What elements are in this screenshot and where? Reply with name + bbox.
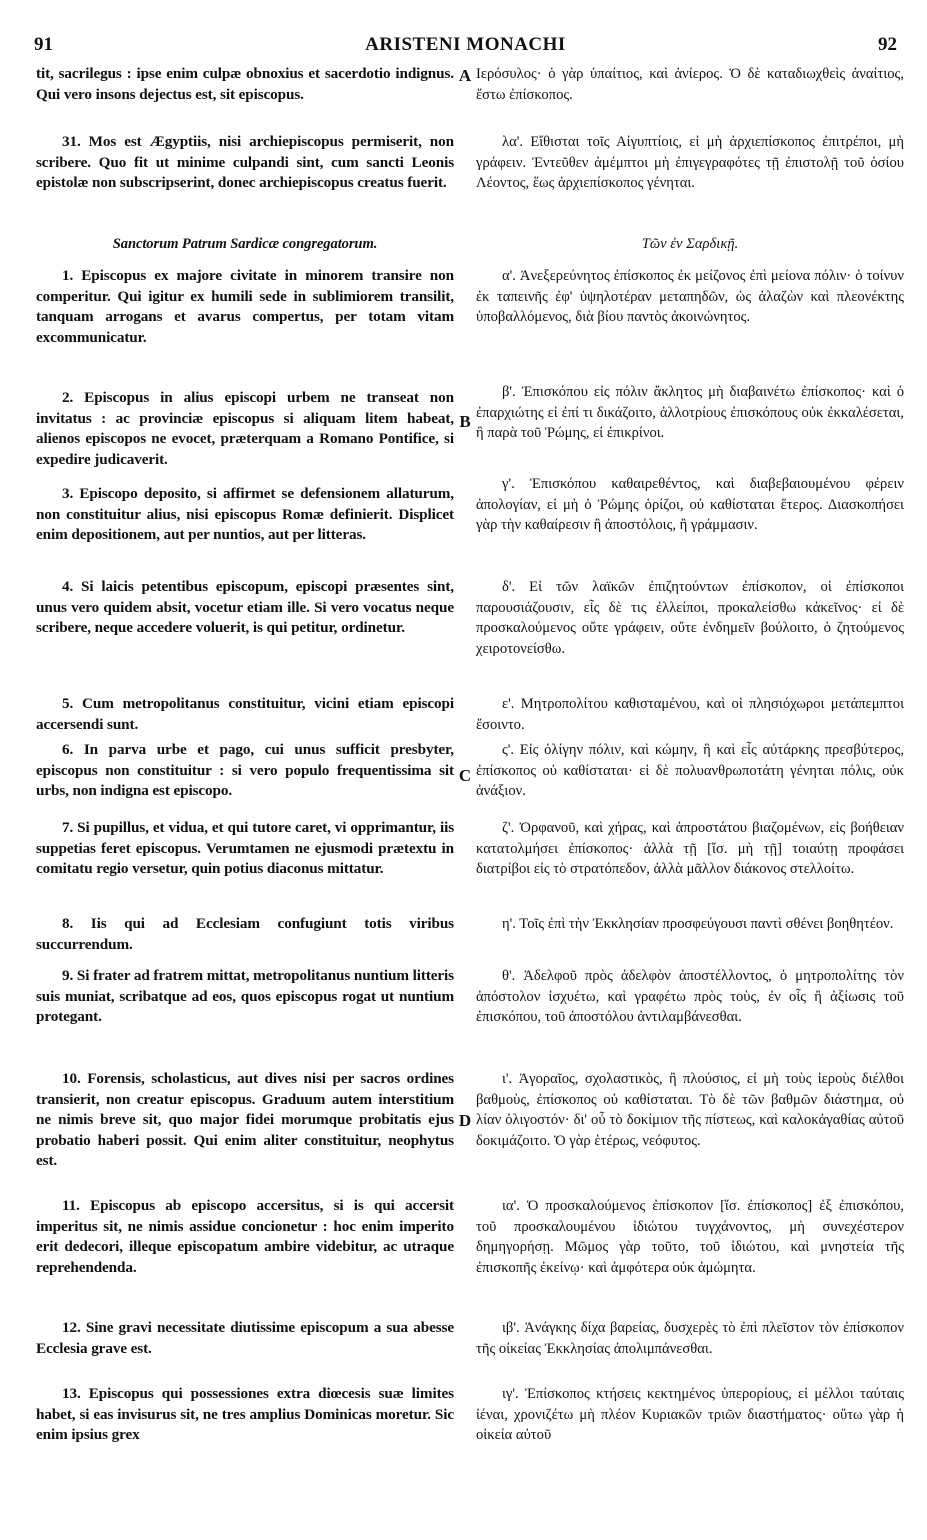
greek-paragraph: ιγ'. Ἐπίσκοπος κτήσεις κεκτημένος ὑπερορίους, εἰ μέλλοι ταύταις ἰέναι, χρονιζέτω μὴ πλέον Κυριακῶν τριῶν διαστήματος· οὕτω γὰρ ἡ οἰκεία αὐτοῦ bbox=[476, 1386, 904, 1444]
greek-paragraph: ζ'. Ὀρφανοῦ, καὶ χήρας, καὶ ἀπροστάτου βιαζομένων, εἰς βοήθειαν κατατολμήσει ἐπίσκοπος· ἀλλὰ τῇ [ἴσ. μὴ τῇ] τοιαύτῃ προφάσει διατρίβοι εἰς τὸ στρατόπεδον, ἀλλὰ μᾶλλον διάκονος στελλοίτω. bbox=[476, 820, 904, 878]
latin-paragraph: 6. In parva urbe et pago, cui unus sufficit presbyter, episcopus non constituitur : si vero populo frequentissima sit urbs, non indigna est episcopo. bbox=[36, 741, 454, 800]
latin-paragraph: 13. Episcopus qui possessiones extra diœcesis suæ limites habet, si eas invisurus sit, ne tres amplius Dominicas moretur. Sic enim ipsius grex bbox=[36, 1385, 454, 1444]
latin-paragraph: 11. Episcopus ab episcopo accersitus, si is qui accersit imperitus sit, ne nimis assidue concionetur : hoc enim imperito erit dedecori, illeque episcopatum ambire videbitur, ac utraque reprehendenda. bbox=[36, 1197, 454, 1276]
latin-paragraph: 1. Episcopus ex majore civitate in minorem transire non comperitur. Qui igitur ex humili sede in sublimiorem transilit, tanquam arrogans et avarus compertus, per totam vitam excommunicatur. bbox=[36, 267, 454, 346]
greek-paragraph: λα'. Εἴθισται τοῖς Αἰγυπτίοις, εἰ μὴ ἀρχιεπίσκοπος ἐπιτρέποι, μὴ γράφειν. Ἐντεῦθεν ἀμέμπτοι μὴ ἐπιγεγραφότες τῇ ἐπιστολῇ τοῦ ὁσίου Λέοντος, ἕως ἀρχιεπίσκοπος γένηται. bbox=[476, 134, 904, 192]
margin-marker-a: A bbox=[458, 66, 472, 85]
running-header bbox=[34, 34, 897, 58]
greek-paragraph: β'. Ἐπισκόπου εἰς πόλιν ἄκλητος μὴ διαβαινέτω ἐπίσκοπος· καὶ ὁ ἐπαρχιώτης εἰ ἐπί τι δικάζοιτο, ἀλλοτρίους ἐπισκόπους οὐκ ἐκκαλέσεται, ἢ παρὰ τοῦ Ῥώμης, εἰ ἐπικρίνοι. bbox=[476, 384, 904, 442]
latin-section-heading: Sanctorum Patrum Sardicæ congregatorum. bbox=[112, 236, 378, 252]
greek-section-heading: Τῶν ἐν Σαρδικῇ. bbox=[641, 236, 739, 252]
page-number-right: 92 bbox=[878, 34, 897, 55]
greek-paragraph: η'. Τοῖς ἐπὶ τὴν Ἐκκλησίαν προσφεύγουσι παντὶ σθένει βοηθητέον. bbox=[502, 916, 894, 932]
margin-marker-b: B bbox=[459, 412, 471, 431]
latin-paragraph: 10. Forensis, scholasticus, aut dives nisi per sacros ordines transierit, non creatur episcopus. Graduum autem interstitium ne nimis breve sit, quo major fidei morumque probitatis ejus probatio haberi possit. Qui enim aliter constituitur, neophytus est. bbox=[36, 1070, 454, 1170]
greek-paragraph: ια'. Ὁ προσκαλούμενος ἐπίσκοπον [ἴσ. ἐπίσκοπος] ἐξ ἐπισκόπου, τοῦ προσκαλουμένου ἰδιώτου τυγχάνοντος, μὴ συνεχέστερον δημηγορήσῃ. Μῶμος γὰρ τοῦτο, τοῦ ἰδιώτου, καὶ μνηστεία τῆς ἐπισκοπῆς ἐκείνῳ· καὶ ἀμφότερα οὐκ ἀμώμητα. bbox=[476, 1198, 904, 1276]
latin-paragraph: 31. Mos est Ægyptiis, nisi archiepiscopus permiserit, non scribere. Quo fit ut minime culpandi sint, cum sancti Leonis epistolæ non subscripserint, donec archiepiscopus creatus fuerit. bbox=[36, 133, 454, 192]
latin-paragraph: tit, sacrilegus : ipse enim culpæ obnoxius et sacerdotio indignus. Qui vero insons dejectus est, sit episcopus. bbox=[36, 65, 454, 103]
running-title: ARISTENI MONACHI bbox=[365, 34, 566, 55]
greek-paragraph: ι'. Ἀγοραῖος, σχολαστικὸς, ἢ πλούσιος, εἰ μὴ τοὺς ἱεροὺς διέλθοι βαθμοὺς, ἐπίσκοπος οὐ καθίσταται. Τὸ δὲ τῶν βαθμῶν διάστημα, οὐ λίαν ὀλιγοστόν· δι' οὗ τὸ δοκίμιον τῆς πίστεως, καὶ καλοκἀγαθίας αὐτοῦ δοκιμάζοιτο. Ὁ γὰρ ἑτέρως, νεόφυτος. bbox=[476, 1071, 904, 1149]
page-number-left: 91 bbox=[34, 34, 53, 55]
margin-marker-c: C bbox=[458, 766, 472, 785]
margin-marker-d: D bbox=[458, 1111, 472, 1130]
latin-paragraph: 12. Sine gravi necessitate diutissime episcopum a sua abesse Ecclesia grave est. bbox=[36, 1319, 454, 1357]
latin-paragraph: 5. Cum metropolitanus constituitur, vicini etiam episcopi accersendi sunt. bbox=[36, 695, 454, 733]
greek-paragraph: ιβ'. Ἀνάγκης δίχα βαρείας, δυσχερὲς τὸ ἐπὶ πλεῖστον τὸν ἐπίσκοπον τῆς οἰκείας Ἐκκλησίας ἀπολιμπάνεσθαι. bbox=[476, 1320, 904, 1357]
greek-paragraph: ε'. Μητροπολίτου καθισταμένου, καὶ οἱ πλησιόχωροι μετάπεμπτοι ἔσοιντο. bbox=[476, 696, 904, 733]
greek-paragraph: Ιερόσυλος· ὁ γὰρ ὑπαίτιος, καὶ ἀνίερος. Ὁ δὲ καταδιωχθεὶς ἀναίτιος, ἔστω ἐπίσκοπος. bbox=[476, 66, 904, 103]
greek-paragraph: δ'. Εἰ τῶν λαϊκῶν ἐπιζητούντων ἐπίσκοπον, οἱ ἐπίσκοποι παρουσιάζουσιν, εἷς δὲ τις ἐλλείποι, προκαλείσθω κἀκεῖνος· εἰ δὲ προσκαλούμενος οὔτε γράφειν, οὔτε ἐνδημεῖν βούλοιτο, ὁ ζητούμενος χειροτονείσθω. bbox=[476, 579, 904, 657]
greek-paragraph: θ'. Ἀδελφοῦ πρὸς ἀδελφὸν ἀποστέλλοντος, ὁ μητροπολίτης τὸν ἀπόστολον ἰσχυέτω, καὶ γραφέτω πρὸς τοὺς, ἐν οἷς ἢ ἀξίωσις τοῦ ἐπισκόπου, τοῦ ἀποστόλου ἀντιλαμβάνεσθαι. bbox=[476, 968, 904, 1026]
latin-paragraph: 9. Si frater ad fratrem mittat, metropolitanus nuntium litteris suis muniat, scribatque ad eos, quos episcopus rogat ut nuntium protegant. bbox=[36, 967, 454, 1026]
latin-paragraph: 7. Si pupillus, et vidua, et qui tutore caret, vi opprimantur, iis suppetias feret episcopus. Verumtamen ne ejusmodi prætextu in comitatu regio versetur, quin potius diaconus mittatur. bbox=[36, 819, 454, 878]
latin-paragraph: 4. Si laicis petentibus episcopum, episcopi præsentes sint, unus vero quidem absit, vocetur etiam ille. Si vero vocatus neque scribere, neque accedere voluerit, is qui petitur, ordinetur. bbox=[36, 578, 454, 637]
greek-paragraph: ς'. Εἰς ὀλίγην πόλιν, καὶ κώμην, ἣ καὶ εἷς αὐτάρκης πρεσβύτερος, ἐπίσκοπος οὐ καθίσταται· εἰ δὲ πολυανθρωποτάτη γένηται πόλις, οὐκ ἀνάξιον. bbox=[476, 742, 904, 800]
latin-paragraph: 8. Iis qui ad Ecclesiam confugiunt totis viribus succurrendum. bbox=[36, 915, 454, 953]
latin-paragraph: 2. Episcopus in alius episcopi urbem ne transeat non invitatus : ac provinciæ episcopus si aliquam litem habeat, alienos episcopos ne evocet, præterquam a Romano Pontifice, si expedire judicaverit. bbox=[36, 389, 454, 468]
greek-paragraph: γ'. Ἐπισκόπου καθαιρεθέντος, καὶ διαβεβαιουμένου φέρειν ἀπολογίαν, εἰ μὴ ὁ Ῥώμης ὁρίζοι, οὐ καθίσταται ἕτερος. Διασκοπήσει γὰρ τὴν καθαίρεσιν ἢ ἀποστόλοις, ἢ γράμμασιν. bbox=[476, 476, 904, 534]
latin-paragraph: 3. Episcopo deposito, si affirmet se defensionem allaturum, non constituitur alius, nisi episcopus Romæ definierit. Displicet enim depositionem, aut per nuntios, aut per litteras. bbox=[36, 485, 454, 544]
greek-paragraph: α'. Ἀνεξερεύνητος ἐπίσκοπος ἐκ μείζονος ἐπὶ μείονα πόλιν· ὁ τοίνυν ἐκ ταπεινῆς ἐφ' ὑψηλοτέραν μεταπηδῶν, ὡς ἀλαζὼν καὶ πλεονέκτης ὑποβαλλόμενος, διὰ βίου παντὸς ἀκοινώνητος. bbox=[476, 268, 904, 326]
